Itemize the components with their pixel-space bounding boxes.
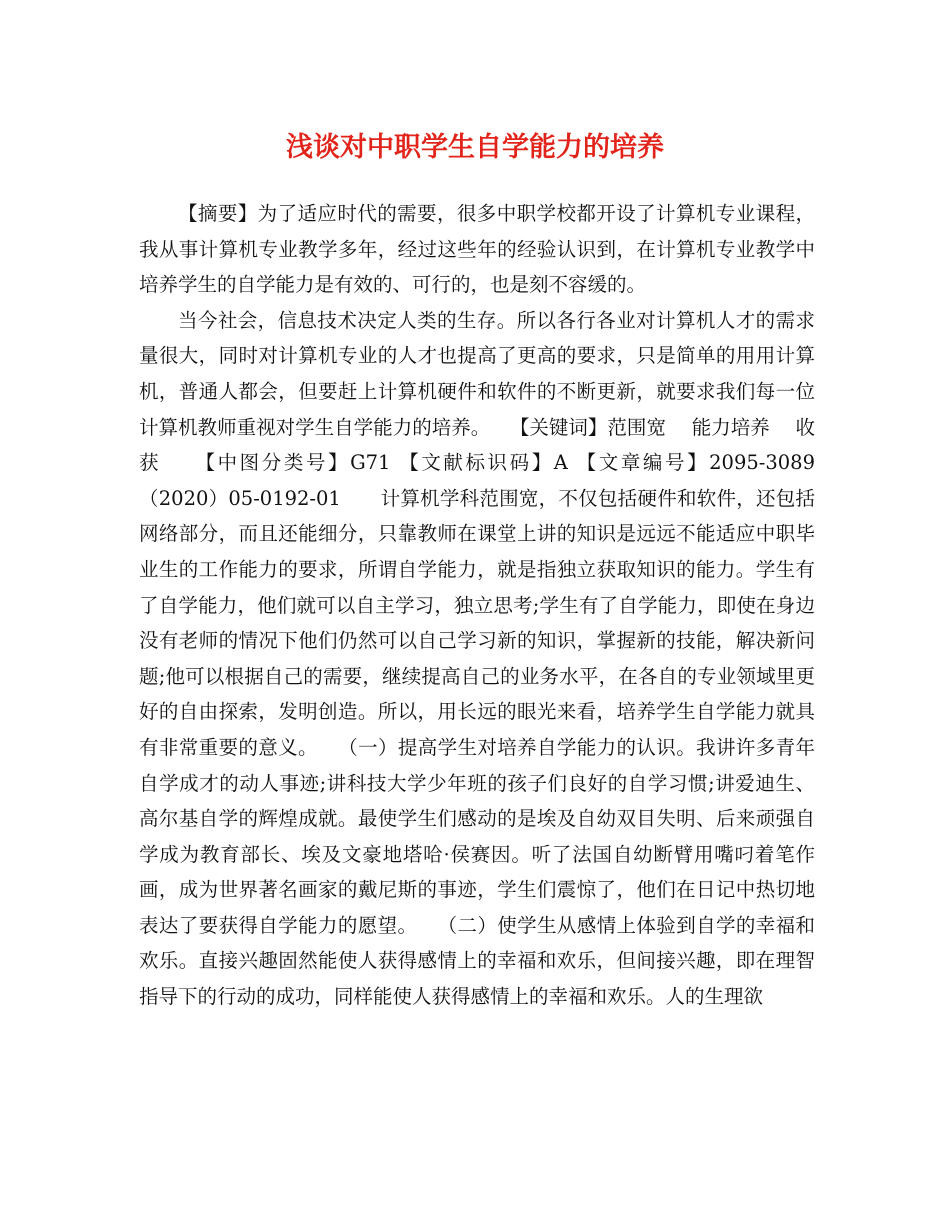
- body-paragraph: 当今社会，信息技术决定人类的生存。所以各行各业对计算机人才的需求量很大，同时对计算机专业的人才也提高了更高的要求，只是简单的用用计算机，普通人都会，但要赶上计算机硬件和软件的不断更新，就要求我们每一位计算机教师重视对学生自学能力的培养。 【关键词】范围宽 能力培养 收获 【中图分类号】G71 【文献标识码】A 【文章编号】2095-3089（2020）05-0192-01 计算机学科范围宽，不仅包括硬件和软件，还包括网络部分，而且还能细分，只靠教师在课堂上讲的知识是远远不能适应中职毕业生的工作能力的要求，所谓自学能力，就是指独立获取知识的能力。学生有了自学能力，他们就可以自主学习，独立思考;学生有了自学能力，即使在身边没有老师的情况下他们仍然可以自己学习新的知识，掌握新的技能，解决新问题;他可以根据自己的需要，继续提高自己的业务水平，在各自的专业领域里更好的自由探索，发明创造。所以，用长远的眼光来看，培养学生自学能力就具有非常重要的意义。 （一）提高学生对培养自学能力的认识。我讲许多青年自学成才的动人事迹;讲科技大学少年班的孩子们良好的自学习惯;讲爱迪生、高尔基自学的辉煌成就。最使学生们感动的是埃及自幼双目失明、后来顽强自学成为教育部长、埃及文豪地塔哈·侯赛因。听了法国自幼断臂用嘴叼着笔作画，成为世界著名画家的戴尼斯的事迹，学生们震惊了，他们在日记中热切地表达了要获得自学能力的愿望。 （二）使学生从感情上体验到自学的幸福和欢乐。直接兴趣固然能使人获得感情上的幸福和欢乐，但间接兴趣，即在理智指导下的行动的成功，同样能使人获得感情上的幸福和欢乐。人的生理欲: [139, 308, 815, 1009]
- document-title: 浅谈对中职学生自学能力的培养: [286, 132, 664, 163]
- document-body: [139, 196, 815, 1015]
- abstract-paragraph: 【摘要】为了适应时代的需要，很多中职学校都开设了计算机专业课程，我从事计算机专业教学多年，经过这些年的经验认识到，在计算机专业教学中培养学生的自学能力是有效的、可行的，也是刻不容缓的。: [139, 202, 815, 297]
